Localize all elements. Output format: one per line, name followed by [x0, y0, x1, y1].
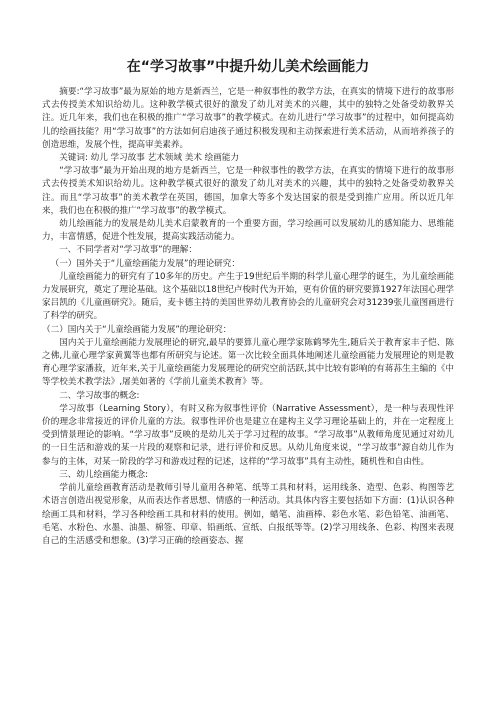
- subsection-heading: （二）国内关于“儿童绘画能力发展”的理论研究：: [42, 324, 232, 335]
- body-paragraph: 学习故事（Learning Story），有时又称为叙事性评价（Narrative Assessment），是一种与表现性评价的理念非常接近的评价儿童的方法。叙事性评价也是建立在建构主义学习理论基础上的，并在一定程度上受到情景理论的影响。“学习故事”反映的是幼儿关于学习过程的故事。“学习故事”从教师角度见通过对幼儿的一日生活和游戏的某一片段的观察和记录，进行评价和反思。从幼儿角度来说，“学习故事”源自幼儿作为参与的主体，对某一阶段的学习和游戏过程的记述，这样的“学习故事”具有主动性，随机性和自由性。: [42, 403, 454, 467]
- body-paragraph: 国内关于儿童绘画能力发展理论的研究,最早的要算儿童心理学家陈鹤琴先生,随后关于教育家丰子恺、陈之佛,儿童心理学家黄翼等也都有所研究与论述。第一次比较全面具体地阐述儿童绘画能力发展理论的则是教育心理学家潘菽，近年来,关于儿童绘画能力发展理论的研究空前活跃,其中比较有影响的有蒋荪生主编的《中等学校美术教学法》,屠美如著的《学前儿童美术教育》等。: [42, 337, 454, 388]
- section-heading: 三、幼儿绘画能力概念:: [59, 469, 149, 480]
- body-paragraph: 儿童绘画能力的研究有了10多年的历史。产生于19世纪后半期的科学儿童心理学的诞生，为儿童绘画能力发展研究，奠定了理论基础。这个基础以18世纪卢梭时代为开始，更有价值的研究要算1927年法国心理学家吕凯的《儿童画研究》。随后，麦卡德主持的美国世界幼儿教育协会的儿童研究会对31239张儿童图画进行了科学的研究。: [42, 271, 454, 322]
- body-paragraph: “学习故事”最为开始出现的地方是新西兰，它是一种叙事性的教学方法，在真实的情境下进行的故事形式去传授美术知识给幼儿。这种教学模式很好的激发了幼儿对美术的兴趣，其中的独特之处备受幼教界关注。而且“学习故事”的美术教学在英国，德国，加拿大等多个发达国家的很是受到推广应用。所以近几年来，我们也在积极的推广“学习故事”的教学模式。: [42, 166, 454, 216]
- body-paragraph: 幼儿绘画能力的发展是幼儿美术启蒙教育的一个重要方面，学习绘画可以发展幼儿的感知能力、思维能力，丰富情感，促进个性发展，提高实践活动能力。: [42, 219, 454, 243]
- document-title: 在“学习故事”中提升幼儿美术绘画能力: [126, 59, 370, 75]
- section-heading: 一、不同学者对“学习故事”的理解：: [59, 245, 197, 256]
- section-heading: 二、学习故事的概念:: [59, 390, 140, 401]
- abstract-paragraph: 摘要:“学习故事”最为原始的地方是新西兰，它是一种叙事性的教学方法，在真实的情境下进行的故事形式去传授美术知识给幼儿。这种教学模式很好的激发了幼儿对美术的兴趣，其中的独特之处备受幼教界关注。近几年来，我们也在积极的推广“学习故事”的教学模式。在幼儿进行“学习故事”的过程中，如何提高幼儿的绘画技能？用“学习故事”的方法如何启迪孩子通过积极发现和主动探索进行美术活动，从而培养孩子的创造思维，发展个性，提高审美素养。: [42, 87, 454, 150]
- document-body: [42, 86, 454, 548]
- body-paragraph: 学前儿童绘画教育活动是教师引导儿童用各种笔、纸等工具和材料，运用线条、造型、色彩、构图等艺术语言创造出视觉形象，从而表达作者思想、情感的一种活动。其具体内容主要包括如下方面：(1)认识各种绘画工具和材料，学习各种绘画工具和材料的使用。例如，蜡笔、油画棒、彩色水笔、彩色铅笔、油画笔、毛笔、水粉色、水墨、油墨、棉签、印章、铅画纸、宣纸、白报纸等等。(2)学习用线条、色彩、构图来表现自己的生活感受和想象。(3)学习正确的绘画姿态、握: [42, 483, 454, 546]
- subsection-heading: （一）国外关于“儿童绘画能力发展”的理论研究：: [50, 258, 240, 269]
- keywords-paragraph: 关键词: 幼儿 学习故事 艺术领域 美术 绘画能力: [59, 153, 240, 164]
